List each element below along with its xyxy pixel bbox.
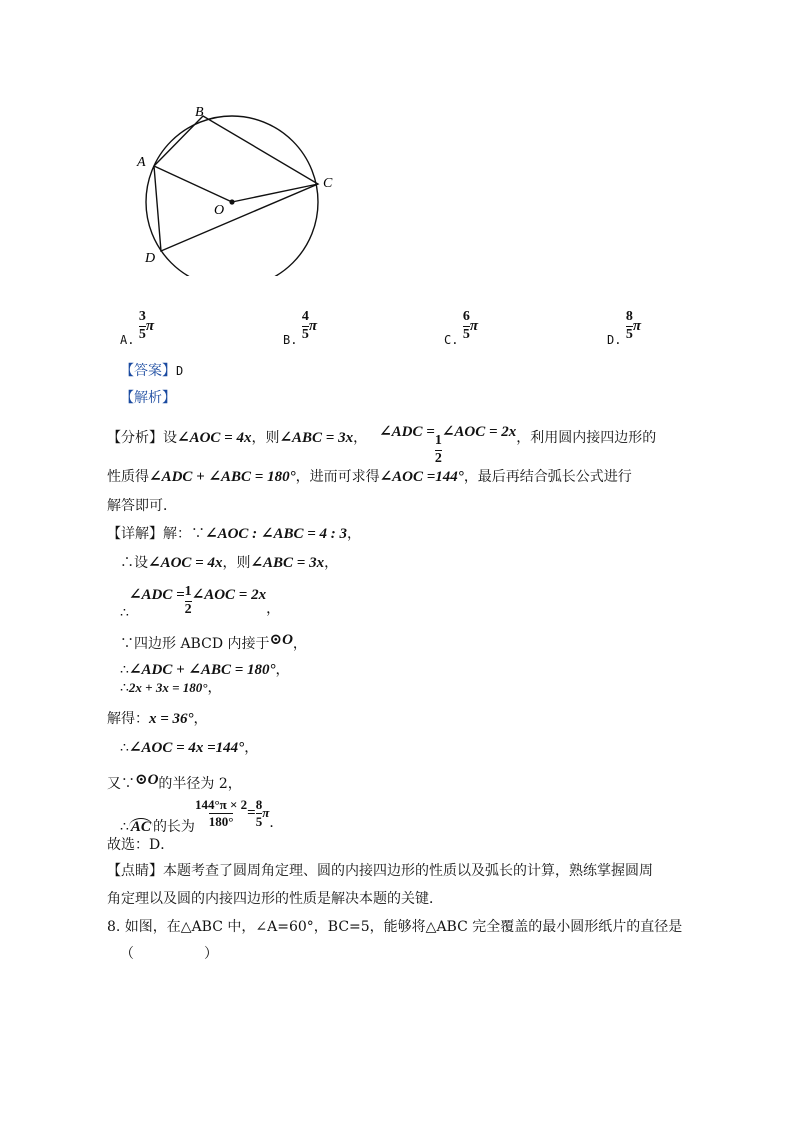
fenxi-line-1 <box>107 422 656 466</box>
text: 的长为 <box>152 819 195 836</box>
fenxi-line-2 <box>107 466 632 486</box>
option-c[interactable] <box>444 310 478 347</box>
arc-ac: AC <box>130 819 151 836</box>
text: ，利用圆内接四边形的 <box>516 430 657 446</box>
detail-line-1 <box>107 523 361 543</box>
text: ∴ <box>120 662 129 678</box>
text: ，最后再结合弧长公式进行 <box>463 469 632 485</box>
fraction-half: $\frac{1}{2}$ <box>184 584 192 617</box>
text: ∵四边形 ABCD 内接于 <box>120 636 270 652</box>
math-144: ∠AOC = 4x =144° <box>128 740 245 756</box>
label-d: D <box>145 251 156 266</box>
detail-line-6 <box>120 677 221 697</box>
fenxi-line-3: 解答即可． <box>107 498 177 514</box>
detail-line-2 <box>120 552 338 572</box>
segment-ao <box>154 166 232 202</box>
math-x: x = 36° <box>149 711 194 727</box>
option-letter: C. <box>444 333 459 348</box>
math-equation: 2x + 3x = 180° <box>128 680 208 695</box>
text: 解：∵ <box>163 526 205 542</box>
analysis-tag: 【解析】 <box>120 390 176 406</box>
arc-length-fraction: $\frac{144^\circ\pi \times 2}{180^\circ}$ <box>194 797 248 829</box>
text: ， <box>244 740 259 756</box>
comment-line-2: 角定理以及圆的内接四边形的性质是解决本题的关键． <box>107 891 443 907</box>
segment-oc <box>232 184 318 202</box>
text: 设 <box>163 430 177 446</box>
detail-line-8 <box>120 737 258 757</box>
text: ， <box>324 555 339 571</box>
text: ， <box>347 526 362 542</box>
text: ． <box>269 815 284 832</box>
math-sum: ∠ADC + ∠ABC = 180° <box>149 469 296 485</box>
answer-line <box>120 360 183 380</box>
text: 本题考查了圆周角定理、圆的内接四边形的性质以及弧长的计算，熟练掌握圆周 <box>163 863 653 879</box>
option-letter: B. <box>283 333 298 348</box>
option-d[interactable] <box>607 310 641 347</box>
fenxi-tag: 【分析】 <box>107 430 163 446</box>
option-letter: A. <box>120 333 135 348</box>
option-a[interactable] <box>120 310 154 347</box>
answer-value: D <box>176 364 184 378</box>
circle-o-symbol: ⊙O <box>269 632 293 648</box>
text: ，则 <box>222 555 251 571</box>
math-aoc-2x: ∠AOC = 2x <box>441 424 517 440</box>
option-letter: D. <box>607 333 622 348</box>
geometry-figure <box>130 96 340 276</box>
text: 解得： <box>107 711 149 727</box>
text: ，则 <box>251 430 280 446</box>
text: ∴ <box>120 819 129 836</box>
text: ∴ <box>120 605 129 622</box>
pi-symbol: π <box>308 318 318 335</box>
option-fraction: $\frac{6}{5}$ <box>462 309 470 342</box>
detail-line-10 <box>120 798 283 836</box>
text: ， <box>266 601 281 618</box>
text: 又∵ <box>107 776 135 792</box>
text: ∴ <box>120 680 129 696</box>
text: 性质得 <box>107 469 149 485</box>
answer-tag: 【答案】 <box>120 363 176 379</box>
math-144: ∠AOC =144° <box>379 469 464 485</box>
math-aoc: ∠AOC = 4x <box>148 555 223 571</box>
detail-line-9 <box>107 770 242 793</box>
text: ，进而可求得 <box>295 469 380 485</box>
center-point <box>229 199 234 204</box>
pi-symbol: π <box>469 318 479 335</box>
option-b[interactable] <box>283 310 317 347</box>
detail-line-5 <box>120 659 290 679</box>
comment-tag: 【点睛】 <box>107 863 163 879</box>
pi-symbol: π <box>145 318 155 335</box>
detail-line-4 <box>120 630 307 653</box>
option-fraction: $\frac{8}{5}$ <box>625 309 633 342</box>
detail-line-11: 故选：D． <box>107 837 175 853</box>
math-sum: ∠ADC + ∠ABC = 180° <box>128 662 276 678</box>
quadrilateral-abcd <box>154 116 318 251</box>
option-fraction: $\frac{4}{5}$ <box>301 309 309 342</box>
question-8-line-2: （ ） <box>120 946 218 962</box>
text: ， <box>292 636 307 652</box>
math-aoc-2x: ∠AOC = 2x <box>191 587 267 604</box>
pi-symbol: π <box>262 805 270 821</box>
detail-line-7 <box>107 708 208 728</box>
text: ∴ <box>120 740 129 756</box>
label-o: O <box>214 203 225 218</box>
pi-symbol: π <box>632 318 642 335</box>
circle-o <box>146 116 318 276</box>
math-abc: ∠ABC = 3x <box>250 555 325 571</box>
label-a: A <box>137 155 146 170</box>
text: ， <box>275 662 290 678</box>
text: ∴设 <box>120 555 148 571</box>
math-ratio: ∠AOC : ∠ABC = 4 : 3 <box>205 526 348 542</box>
label-c: C <box>323 176 333 191</box>
label-b: B <box>195 105 204 120</box>
math-abc: ∠ABC = 3x <box>279 430 354 446</box>
result-fraction: $\frac{8}{5}$ <box>255 797 263 829</box>
question-8-line-1: 8. 如图，在△ABC 中，∠A=60°，BC=5，能够将△ABC 完全覆盖的最小圆形纸片的直径是 <box>107 919 683 935</box>
text: ， <box>193 711 208 727</box>
circle-o-symbol: ⊙O <box>135 772 159 788</box>
detail-line-3 <box>120 585 280 621</box>
text: ， <box>353 430 368 446</box>
comment-line-1 <box>107 860 653 880</box>
math-adc: ∠ADC = <box>128 587 185 604</box>
detail-tag: 【详解】 <box>107 526 163 542</box>
option-fraction: $\frac{3}{5}$ <box>138 309 146 342</box>
math-adc: ∠ADC = <box>379 424 435 440</box>
math-aoc: ∠AOC = 4x <box>177 430 252 446</box>
text: 的半径为 2， <box>158 776 242 792</box>
fraction-half: $\frac{1}{2}$ <box>434 433 442 466</box>
text: ， <box>207 680 222 696</box>
equals: = <box>247 805 256 822</box>
